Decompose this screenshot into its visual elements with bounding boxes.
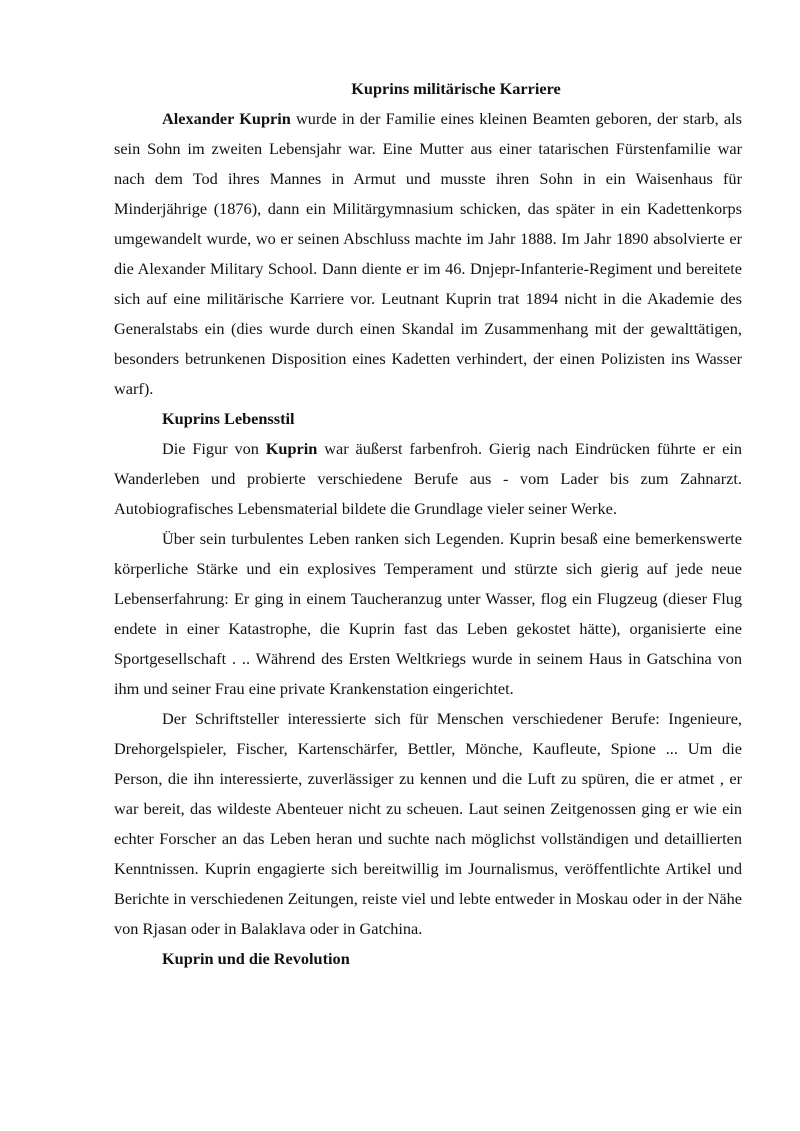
document-title: Kuprins militärische Karriere <box>351 79 561 98</box>
section-heading-lifestyle: Kuprins Lebensstil <box>162 409 295 428</box>
document-page <box>114 70 742 974</box>
section-heading-revolution: Kuprin und die Revolution <box>162 949 350 968</box>
paragraph-lifestyle-1 <box>114 434 742 524</box>
paragraph-text: wurde in der Familie eines kleinen Beamten geboren, der starb, als sein Sohn im zweiten Lebensjahr war. Eine Mutter aus einer tatarischen Fürstenfamilie war nach dem Tod ihres Mannes in Armut und musste ihren Sohn in ein Waisenhaus für Minderjährige (1876), dann ein Militärgymnasium schicken, das später in ein Kadettenkorps umgewandelt wurde, wo er seinen Abschluss machte im Jahr 1888. Im Jahr 1890 absolvierte er die Alexander Military School. Dann diente er im 46. Dnjepr-Infanterie-Regiment und bereitete sich auf eine militärische Karriere vor. Leutnant Kuprin trat 1894 nicht in die Akademie des Generalstabs ein (dies wurde durch einen Skandal im Zusammenhang mit der gewalttätigen, besonders betrunkenen Disposition eines Kadetten verhindert, der einen Polizisten ins Wasser warf). <box>114 109 743 398</box>
paragraph-career <box>114 104 742 404</box>
bold-name: Kuprin <box>265 439 318 458</box>
bold-name: Alexander Kuprin <box>162 109 291 128</box>
paragraph-lifestyle-3: Der Schriftsteller interessierte sich für Menschen verschiedener Berufe: Ingenieure, Drehorgelspieler, Fischer, Kartenschärfer, Bettler, Mönche, Kaufleute, Spione ... Um die Person, die ihn interessierte, zuverlässiger zu kennen und die Luft zu spüren, die er atmet , er war bereit, das wildeste Abenteuer nicht zu scheuen. Laut seinen Zeitgenossen ging er wie ein echter Forscher an das Leben heran und suchte nach möglichst vollständigen und detaillierten Kenntnissen. Kuprin engagierte sich bereitwillig im Journalismus, veröffentlichte Artikel und Berichte in verschiedenen Zeitungen, reiste viel und lebte entweder in Moskau oder in der Nähe von Rjasan oder in Balaklava oder in Gatchina. <box>114 709 742 938</box>
paragraph-text: Die Figur von <box>162 439 266 458</box>
paragraph-text: war äußerst farbenfroh. Gierig nach Eindrücken führte er ein Wanderleben und probierte verschiedene Berufe aus - vom Lader bis zum Zahnarzt. Autobiografisches Lebensmaterial bildete die Grundlage vieler seiner Werke. <box>114 439 742 518</box>
paragraph-lifestyle-2: Über sein turbulentes Leben ranken sich Legenden. Kuprin besaß eine bemerkenswerte körperliche Stärke und ein explosives Temperament und stürzte sich gierig auf jede neue Lebenserfahrung: Er ging in einem Taucheranzug unter Wasser, flog ein Flugzeug (dieser Flug endete in einer Katastrophe, die Kuprin fast das Leben gekostet hätte), organisierte eine Sportgesellschaft . .. Während des Ersten Weltkriegs wurde in seinem Haus in Gatschina von ihm und seiner Frau eine private Krankenstation eingerichtet. <box>114 529 742 698</box>
